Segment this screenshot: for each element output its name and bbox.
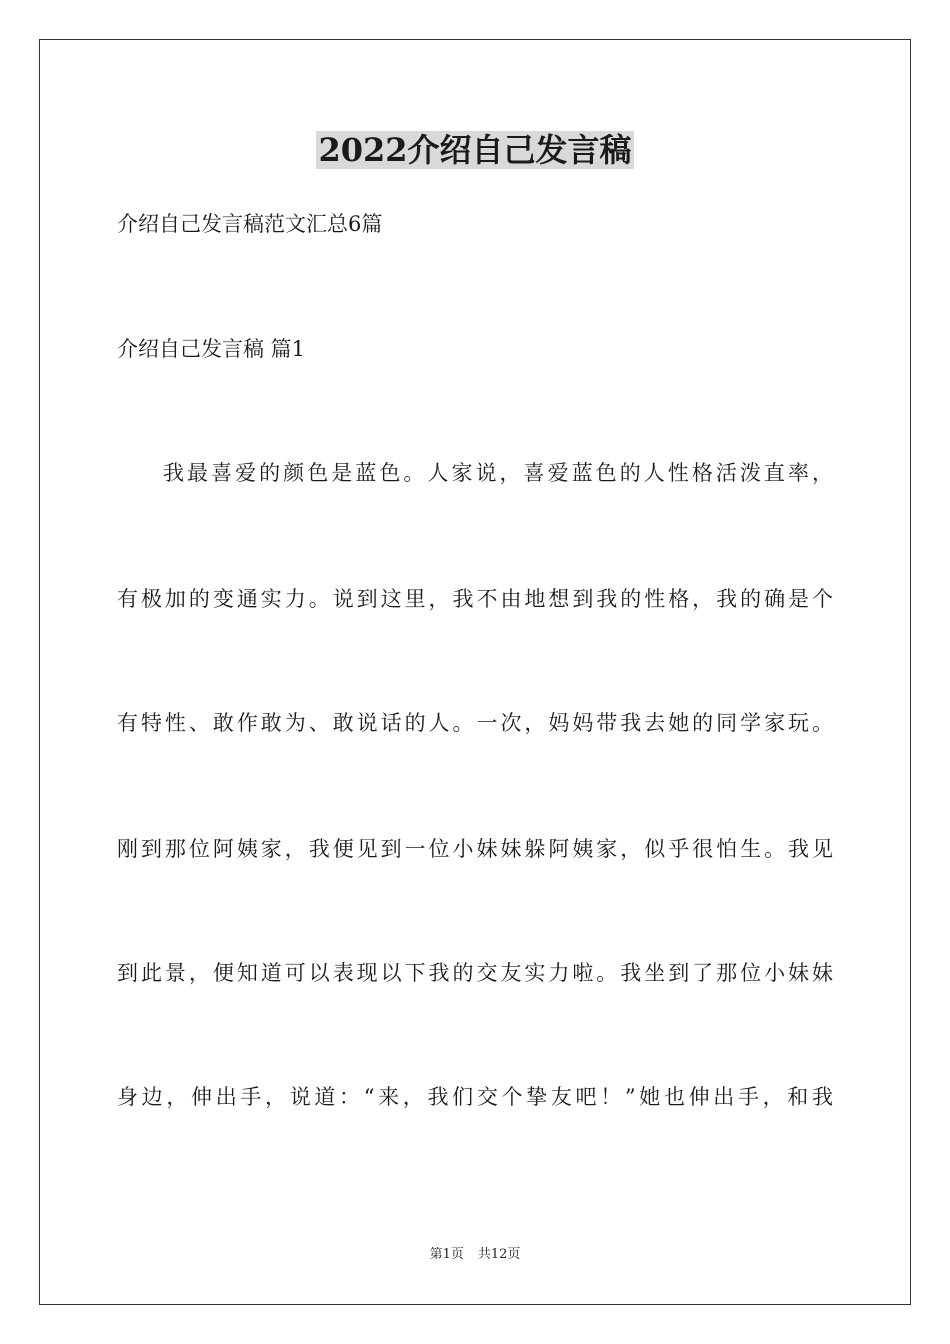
page-number-total: 共12页 — [477, 1247, 521, 1262]
section-heading: 介绍自己发言稿 篇1 — [117, 337, 306, 361]
paragraph-line: 有极加的变通实力。说到这里，我不由地想到我的性格，我的确是个 — [117, 587, 833, 611]
paragraph-line: 我最喜爱的颜色是蓝色。人家说，喜爱蓝色的人性格活泼直率， — [163, 461, 833, 485]
paragraph-line: 身边，伸出手，说道：“来，我们交个挚友吧！”她也伸出手，和我 — [117, 1085, 833, 1109]
document-title — [0, 128, 950, 172]
paragraph-line: 有特性、敢作敢为、敢说话的人。一次，妈妈带我去她的同学家玩。 — [117, 711, 833, 735]
page-number-current: 第1页 — [429, 1247, 464, 1262]
document-title-text: 2022介绍自己发言稿 — [318, 131, 632, 169]
document-subtitle: 介绍自己发言稿范文汇总6篇 — [117, 212, 383, 236]
page-footer — [0, 1245, 950, 1265]
paragraph-line: 刚到那位阿姨家，我便见到一位小妹妹躲阿姨家，似乎很怕生。我见 — [117, 837, 833, 861]
paragraph-line: 到此景，便知道可以表现以下我的交友实力啦。我坐到了那位小妹妹 — [117, 961, 833, 985]
